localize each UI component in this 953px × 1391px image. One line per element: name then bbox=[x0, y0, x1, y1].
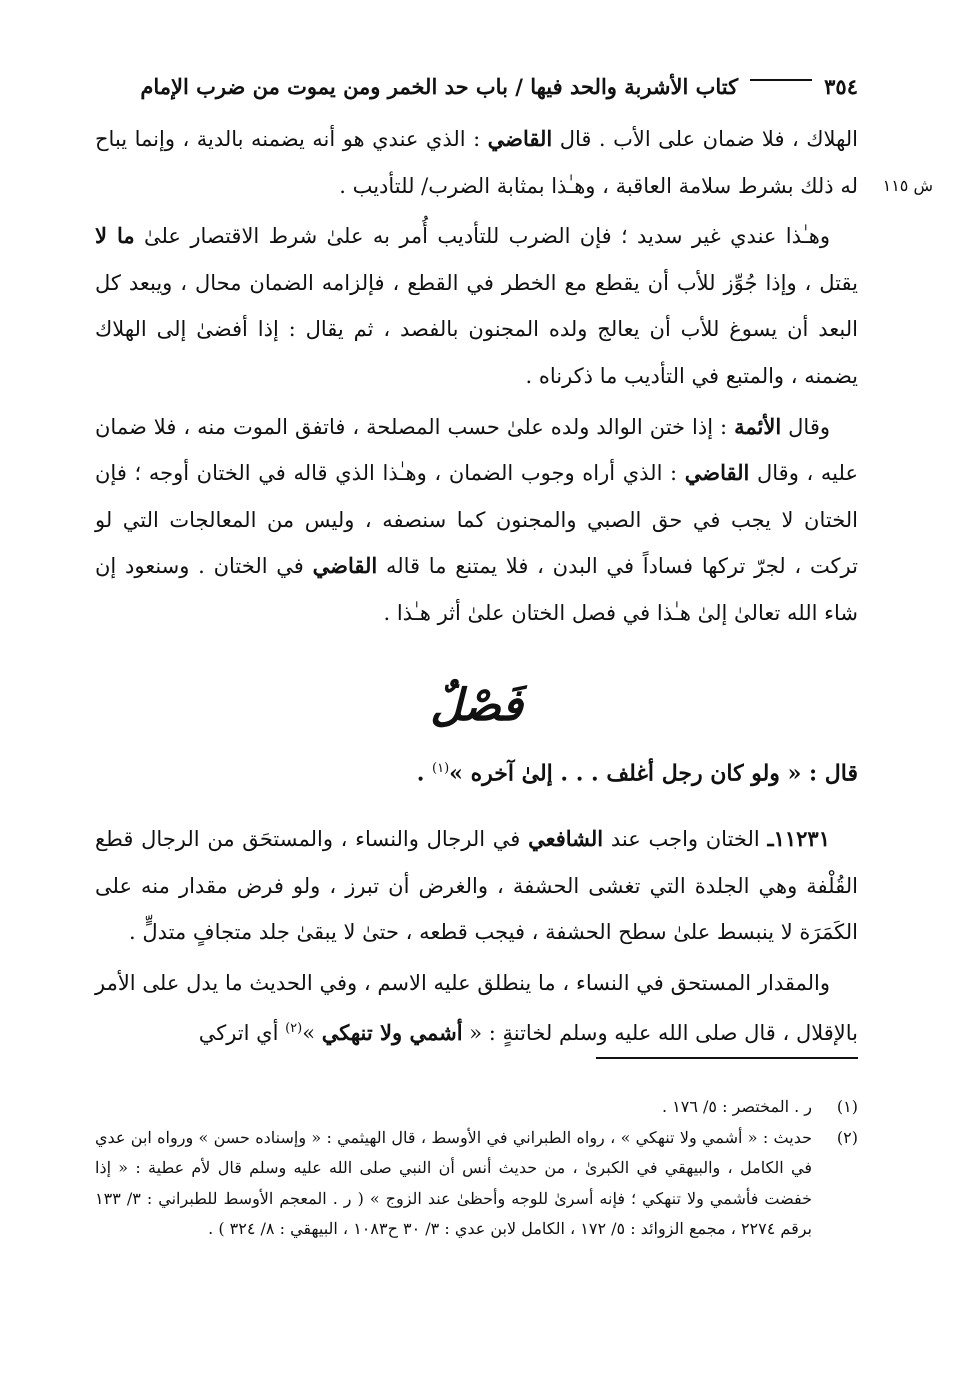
paragraph-4-text-2: في الرجال والنساء ، والمستحَق من الرجال قطع القُلْفة وهي الجلدة التي تغشى الحشفة ، والغرض أن تبرز ، ولو فرض مقدار منه على الكَمَرَة لا ينبسط علىٰ سطح الحشفة ، فيجب قطعه ، حتىٰ لا يبقىٰ جلد متجافٍ متدلٍّ . bbox=[95, 827, 858, 945]
body-text-top bbox=[95, 116, 858, 641]
paragraph-4 bbox=[95, 816, 858, 956]
paragraph-3-bold-3: القاضي bbox=[312, 553, 378, 579]
quoted-heading bbox=[95, 746, 858, 796]
paragraph-3-text-3: : الذي أراه وجوب الضمان ، وهـٰذا الذي قاله في الختان أوجه ؛ فإن الختان لا يجب في حق الصبي والمجنون كما سنصفه ، وليس من المعالجات التي لو تركت ، لجرّ تركها فساداً في البدن ، فلا يمتنع ما قاله bbox=[95, 461, 858, 579]
paragraph-5-text-3: أي اتركي bbox=[198, 1021, 286, 1046]
quoted-heading-text: : « ولو كان رجل أغلف . . . إلىٰ آخره » bbox=[449, 760, 825, 787]
paragraph-1-text-b: : الذي عندي هو أنه يضمنه بالدية ، وإنما يباح له ذلك بشرط سلامة العاقبة ، وهـٰذا بمثابة الضرب/ للتأديب . bbox=[95, 127, 858, 198]
quoted-heading-label: قال bbox=[824, 760, 858, 787]
paragraph-3-text-4: في الختان . وسنعود إن شاء الله تعالىٰ إلىٰ هـٰذا في فصل الختان علىٰ أثر هـٰذا . bbox=[95, 554, 858, 625]
margin-reference: ش ١١٥ bbox=[882, 176, 933, 195]
paragraph-5-text-1: والمقدار المستحق في النساء ، ما ينطلق عليه الاسم ، وفي الحديث ما يدل على الأمر بالإقلال ، قال صلى الله عليه وسلم لخاتنةٍ : « bbox=[95, 970, 858, 1046]
footnote-1-number: (١) bbox=[836, 1097, 858, 1116]
header-title: كتاب الأشربة والحد فيها / باب حد الخمر ومن يموت من ضرب الإمام bbox=[140, 73, 739, 99]
paragraph-2-text-b: يقتل ، وإذا جُوِّز للأب أن يقطع مع الخطر في القطع ، فإلزامه الضمان محال ، ويبعد كل البعد أن يسوغ للأب أن يعالج ولده المجنون بالفصد ، ثم يقال : إذا أفضىٰ إلى الهلاك يضمنه ، والمتبع في التأديب ما ذكرناه . bbox=[95, 270, 858, 388]
quoted-heading-end: . bbox=[416, 760, 433, 787]
paragraph-2-text-a: وهـٰذا عندي غير سديد ؛ فإن الضرب للتأديب أُمر به علىٰ شرط الاقتصار علىٰ bbox=[134, 224, 831, 249]
section-title: فَصْلٌ bbox=[430, 680, 523, 731]
header-rule bbox=[750, 79, 812, 81]
paragraph-3-bold-2: القاضي bbox=[684, 460, 750, 486]
footnote-separator bbox=[596, 1057, 858, 1059]
paragraph-4-bold: الشافعي bbox=[528, 826, 604, 851]
footnote-mark-1: (١) bbox=[432, 761, 450, 776]
running-header bbox=[98, 66, 858, 106]
paragraph-4-text-1: الختان واجب عند bbox=[603, 827, 768, 851]
footnote-2-text: حديث : « أشمي ولا تنهكي » ، رواه الطبراني في الأوسط ، قال الهيثمي : « وإسناده حسن » ورواه ابن عدي في الكامل ، والبيهقي في الكبرىٰ ، من حديث أنس أن النبي صلى الله عليه وسلم قال لأم عطية : « إذا خفضت فأشمي ولا تنهكي ؛ فإنه أسرىٰ للوجه وأحظىٰ عند الزوج » ( ر . المعجم الأوسط للطبراني : ٣/ ١٣٣ برقم ٢٢٧٤ ، مجمع الزوائد : ٥/ ١٧٢ ، الكامل لابن عدي : ٣/ ٣٠ ح١٠٨٣ ، البيهقي : ٨/ ٣٢٤ ) . bbox=[95, 1127, 812, 1239]
footnote-2-number: (٢) bbox=[836, 1127, 858, 1147]
paragraph-3-bold-1: الأئمة bbox=[734, 413, 782, 439]
footnote-2 bbox=[95, 1123, 858, 1245]
paragraph-2-bold: ما لا bbox=[95, 223, 135, 249]
paragraph-3-text-1: وقال bbox=[781, 414, 831, 439]
paragraph-1 bbox=[95, 116, 858, 209]
paragraph-4-number: ١١٢٣١ـ bbox=[767, 826, 830, 851]
paragraph-2 bbox=[95, 213, 858, 399]
body-text-bottom bbox=[95, 816, 858, 1061]
footnotes bbox=[95, 1092, 858, 1245]
page-number: ٣٥٤ bbox=[824, 73, 858, 99]
footnote-mark-2: (٢) bbox=[285, 1021, 303, 1037]
paragraph-5-bold: أشمي ولا تنهكي bbox=[321, 1020, 463, 1046]
paragraph-1-bold: القاضي bbox=[487, 126, 553, 151]
paragraph-1-text-a: الهلاك ، فلا ضمان على الأب . قال bbox=[552, 127, 858, 151]
footnote-1-text: ر . المختصر : ٥/ ١٧٦ . bbox=[661, 1097, 812, 1116]
paragraph-3-text-2: : إذا ختن الوالد ولده علىٰ حسب المصلحة ، فاتفق الموت منه ، فلا ضمان عليه ، وقال bbox=[95, 414, 858, 486]
paragraph-3 bbox=[95, 404, 858, 637]
footnote-1 bbox=[95, 1092, 858, 1123]
paragraph-5 bbox=[95, 960, 858, 1057]
paragraph-5-text-2: » bbox=[302, 1021, 322, 1046]
